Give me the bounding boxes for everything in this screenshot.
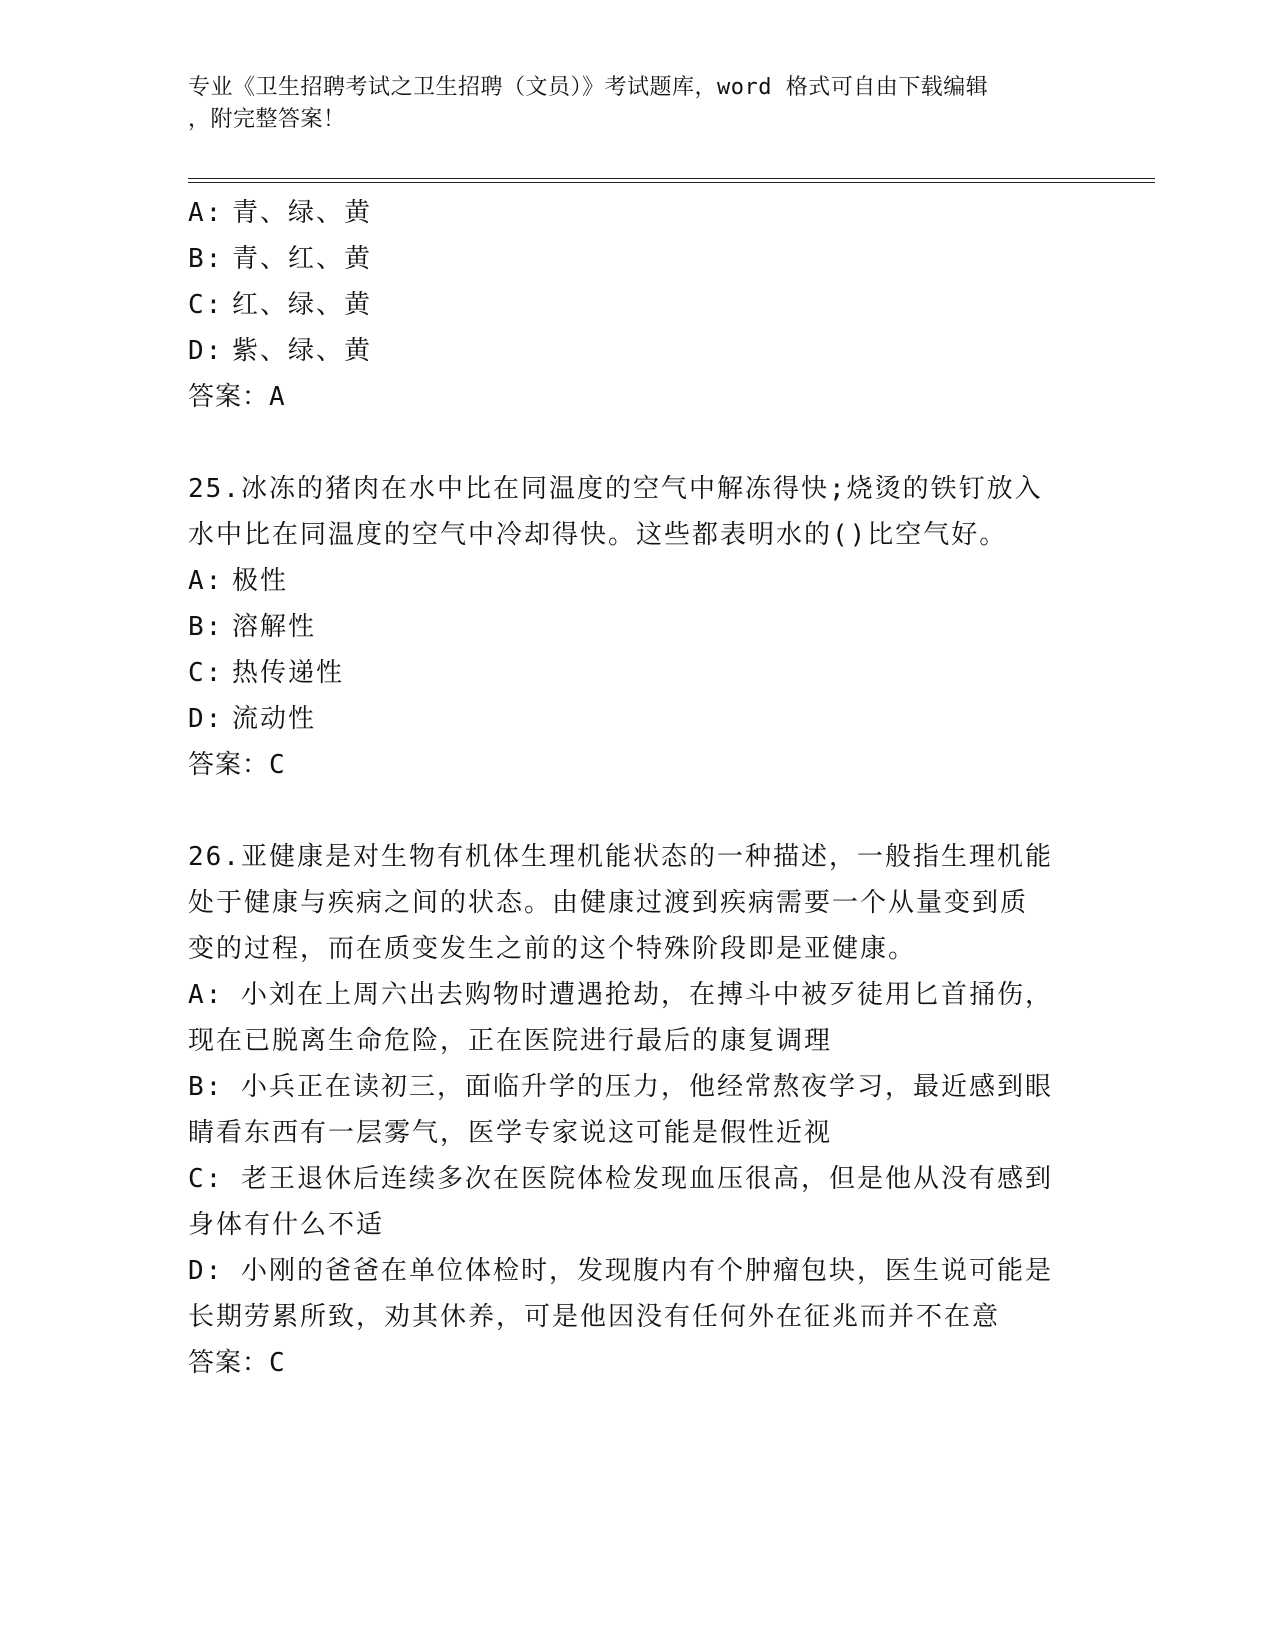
option-c: C: 热传递性 <box>188 658 345 688</box>
option-b: B: 小兵正在读初三，面临升学的压力，他经常熬夜学习，最近感到眼 睛看东西有一层雾气，医学专家说这可能是假性近视 <box>188 1072 1053 1148</box>
option-d: D: 流动性 <box>188 704 317 734</box>
question-25-options <box>188 558 1088 742</box>
option-d: D: 紫、绿、黄 <box>188 336 373 366</box>
spacer <box>188 788 1088 834</box>
header-line-2: ，附完整答案！ <box>188 107 346 132</box>
option-c: C: 老王退休后连续多次在医院体检发现血压很高，但是他从没有感到 身体有什么不适 <box>188 1164 1053 1240</box>
spacer <box>188 420 1088 466</box>
answer-26: 答案：C <box>188 1348 286 1378</box>
question-26-options <box>188 972 1088 1340</box>
header-rule-bottom <box>188 182 1155 183</box>
question-24-options <box>188 190 1088 374</box>
question-26-stem: 26.亚健康是对生物有机体生理机能状态的一种描述，一般指生理机能 处于健康与疾病之间的状态。由健康过渡到疾病需要一个从量变到质 变的过程，而在质变发生之前的这个特殊阶段即是亚健康。 <box>188 842 1053 964</box>
question-25-stem: 25.冰冻的猪肉在水中比在同温度的空气中解冻得快;烧烫的铁钉放入 水中比在同温度的空气中冷却得快。这些都表明水的()比空气好。 <box>188 474 1043 550</box>
option-a: A: 小刘在上周六出去购物时遭遇抢劫，在搏斗中被歹徒用匕首捅伤， 现在已脱离生命危险，正在医院进行最后的康复调理 <box>188 980 1053 1056</box>
option-d: D: 小刚的爸爸在单位体检时，发现腹内有个肿瘤包块，医生说可能是 长期劳累所致，劝其休养，可是他因没有任何外在征兆而并不在意 <box>188 1256 1053 1332</box>
option-b: B: 溶解性 <box>188 612 317 642</box>
option-b: B: 青、红、黄 <box>188 244 373 274</box>
document-header <box>188 72 1068 136</box>
answer-25: 答案：C <box>188 750 286 780</box>
header-rule-top <box>188 178 1155 179</box>
option-a: A: 极性 <box>188 566 289 596</box>
answer-24: 答案：A <box>188 382 286 412</box>
option-c: C: 红、绿、黄 <box>188 290 373 320</box>
option-a: A: 青、绿、黄 <box>188 198 373 228</box>
question-content <box>188 190 1088 1386</box>
header-line-1: 专业《卫生招聘考试之卫生招聘（文员）》考试题库，word 格式可自由下载编辑 <box>188 75 989 100</box>
